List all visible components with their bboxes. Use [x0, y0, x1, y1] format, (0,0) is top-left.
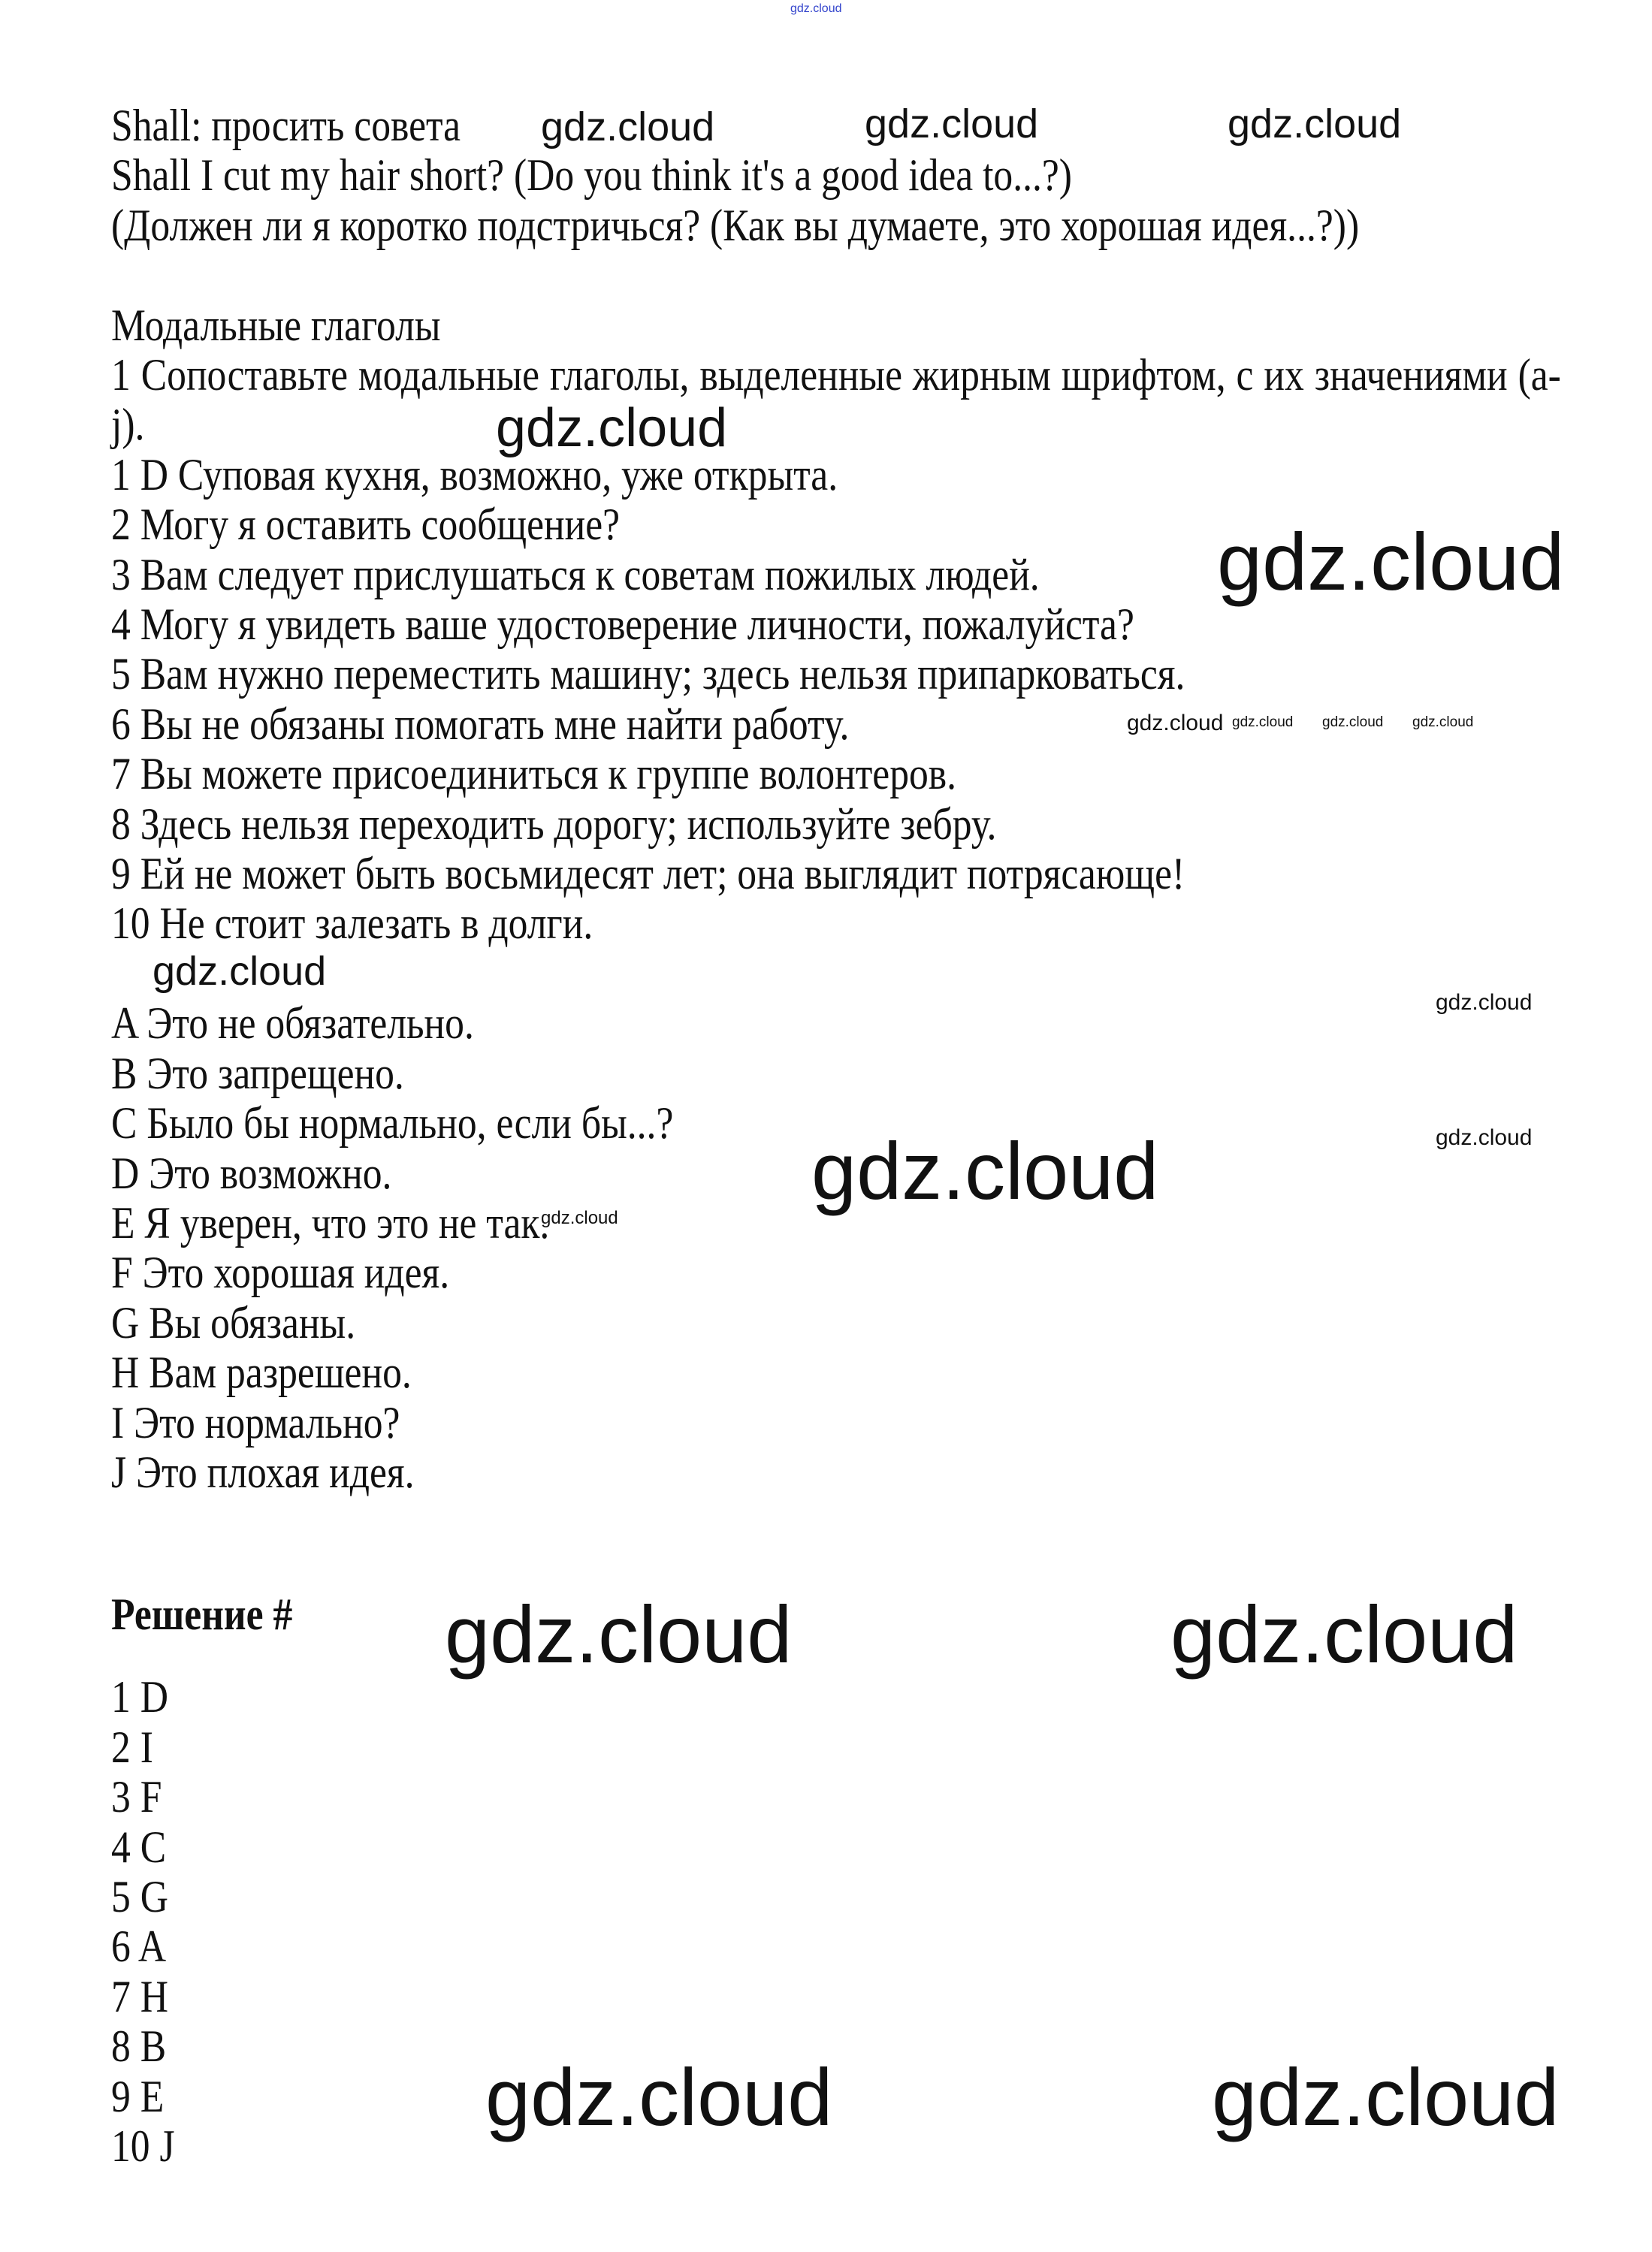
- sentence: 1 D Суповая кухня, возможно, уже открыта.: [111, 449, 838, 500]
- sentence: 8 Здесь нельзя переходить дорогу; используйте зебру.: [111, 798, 997, 849]
- intro-line-1: Shall: просить совета: [111, 101, 461, 150]
- meaning: I Это нормально?: [111, 1397, 400, 1447]
- watermark: gdz.cloud: [1232, 714, 1294, 730]
- answer: 7 H: [111, 1971, 168, 2021]
- watermark: gdz.cloud: [790, 2, 842, 15]
- sentence: 6 Вы не обязаны помогать мне найти работу.: [111, 699, 850, 749]
- watermark: gdz.cloud: [1127, 711, 1224, 735]
- sentence: 7 Вы можете присоединиться к группе волонтеров.: [111, 749, 957, 799]
- meaning: D Это возможно.: [111, 1148, 392, 1198]
- answer: 8 B: [111, 2021, 167, 2072]
- watermark: gdz.cloud: [445, 1589, 793, 1680]
- watermark: gdz.cloud: [485, 2051, 833, 2142]
- meaning: A Это не обязательно.: [111, 998, 474, 1049]
- watermark: gdz.cloud: [1436, 990, 1533, 1015]
- watermark: gdz.cloud: [541, 1208, 618, 1228]
- intro-line-2: Shall I cut my hair short? (Do you think it's a good idea to...?): [111, 150, 1072, 201]
- blank-line: [111, 250, 1561, 300]
- answer: 2 I: [111, 1722, 153, 1772]
- sentence: 9 Ей не может быть восьмидесят лет; она выглядит потрясающе!: [111, 849, 1185, 899]
- watermark: gdz.cloud: [811, 1125, 1159, 1216]
- meaning: C Было бы нормально, если бы...?: [111, 1098, 674, 1149]
- meaning: E Я уверен, что это не так.: [111, 1197, 550, 1248]
- meaning: J Это плохая идея.: [111, 1447, 415, 1497]
- watermark: gdz.cloud: [1412, 714, 1474, 730]
- watermark: gdz.cloud: [1170, 1589, 1518, 1680]
- sentence: 4 Могу я увидеть ваше удостоверение личности, пожалуйста?: [111, 599, 1134, 650]
- watermark: gdz.cloud: [541, 104, 715, 149]
- watermark: gdz.cloud: [1217, 516, 1565, 607]
- sentence: 2 Могу я оставить сообщение?: [111, 500, 621, 550]
- watermark: gdz.cloud: [496, 398, 728, 458]
- watermark: gdz.cloud: [1322, 714, 1384, 730]
- meaning: F Это хорошая идея.: [111, 1248, 450, 1298]
- answer: 5 G: [111, 1872, 168, 1922]
- watermark: gdz.cloud: [1228, 101, 1402, 146]
- task-instruction: 1 Сопоставьте модальные глаголы, выделенные жирным шрифтом, с их значениями (a-j).: [111, 350, 1561, 450]
- section-title: Модальные глаголы: [111, 300, 441, 350]
- watermark: gdz.cloud: [1436, 1125, 1533, 1150]
- sentence: 3 Вам следует прислушаться к советам пожилых людей.: [111, 549, 1040, 599]
- intro-line-3: (Должен ли я коротко подстричься? (Как вы думаете, это хорошая идея...?)): [111, 200, 1360, 250]
- watermark: gdz.cloud: [153, 949, 327, 994]
- answer: 1 D: [111, 1672, 168, 1722]
- sentence: 5 Вам нужно переместить машину; здесь нельзя припарковаться.: [111, 649, 1185, 699]
- meaning: G Вы обязаны.: [111, 1297, 356, 1348]
- answer: 4 C: [111, 1822, 167, 1872]
- solution-title: Решение #: [111, 1589, 293, 1639]
- answer: 9 E: [111, 2071, 165, 2121]
- watermark: gdz.cloud: [1212, 2051, 1560, 2142]
- watermark: gdz.cloud: [865, 101, 1039, 146]
- answer: 10 J: [111, 2121, 175, 2172]
- document-body: [111, 101, 1561, 1497]
- meaning: B Это запрещено.: [111, 1048, 404, 1098]
- sentence: 10 Не стоит залезать в долги.: [111, 898, 593, 949]
- meaning: H Вам разрешено.: [111, 1348, 412, 1398]
- answer: 6 A: [111, 1921, 167, 1972]
- answer: 3 F: [111, 1772, 162, 1822]
- blank-line: [111, 949, 1561, 998]
